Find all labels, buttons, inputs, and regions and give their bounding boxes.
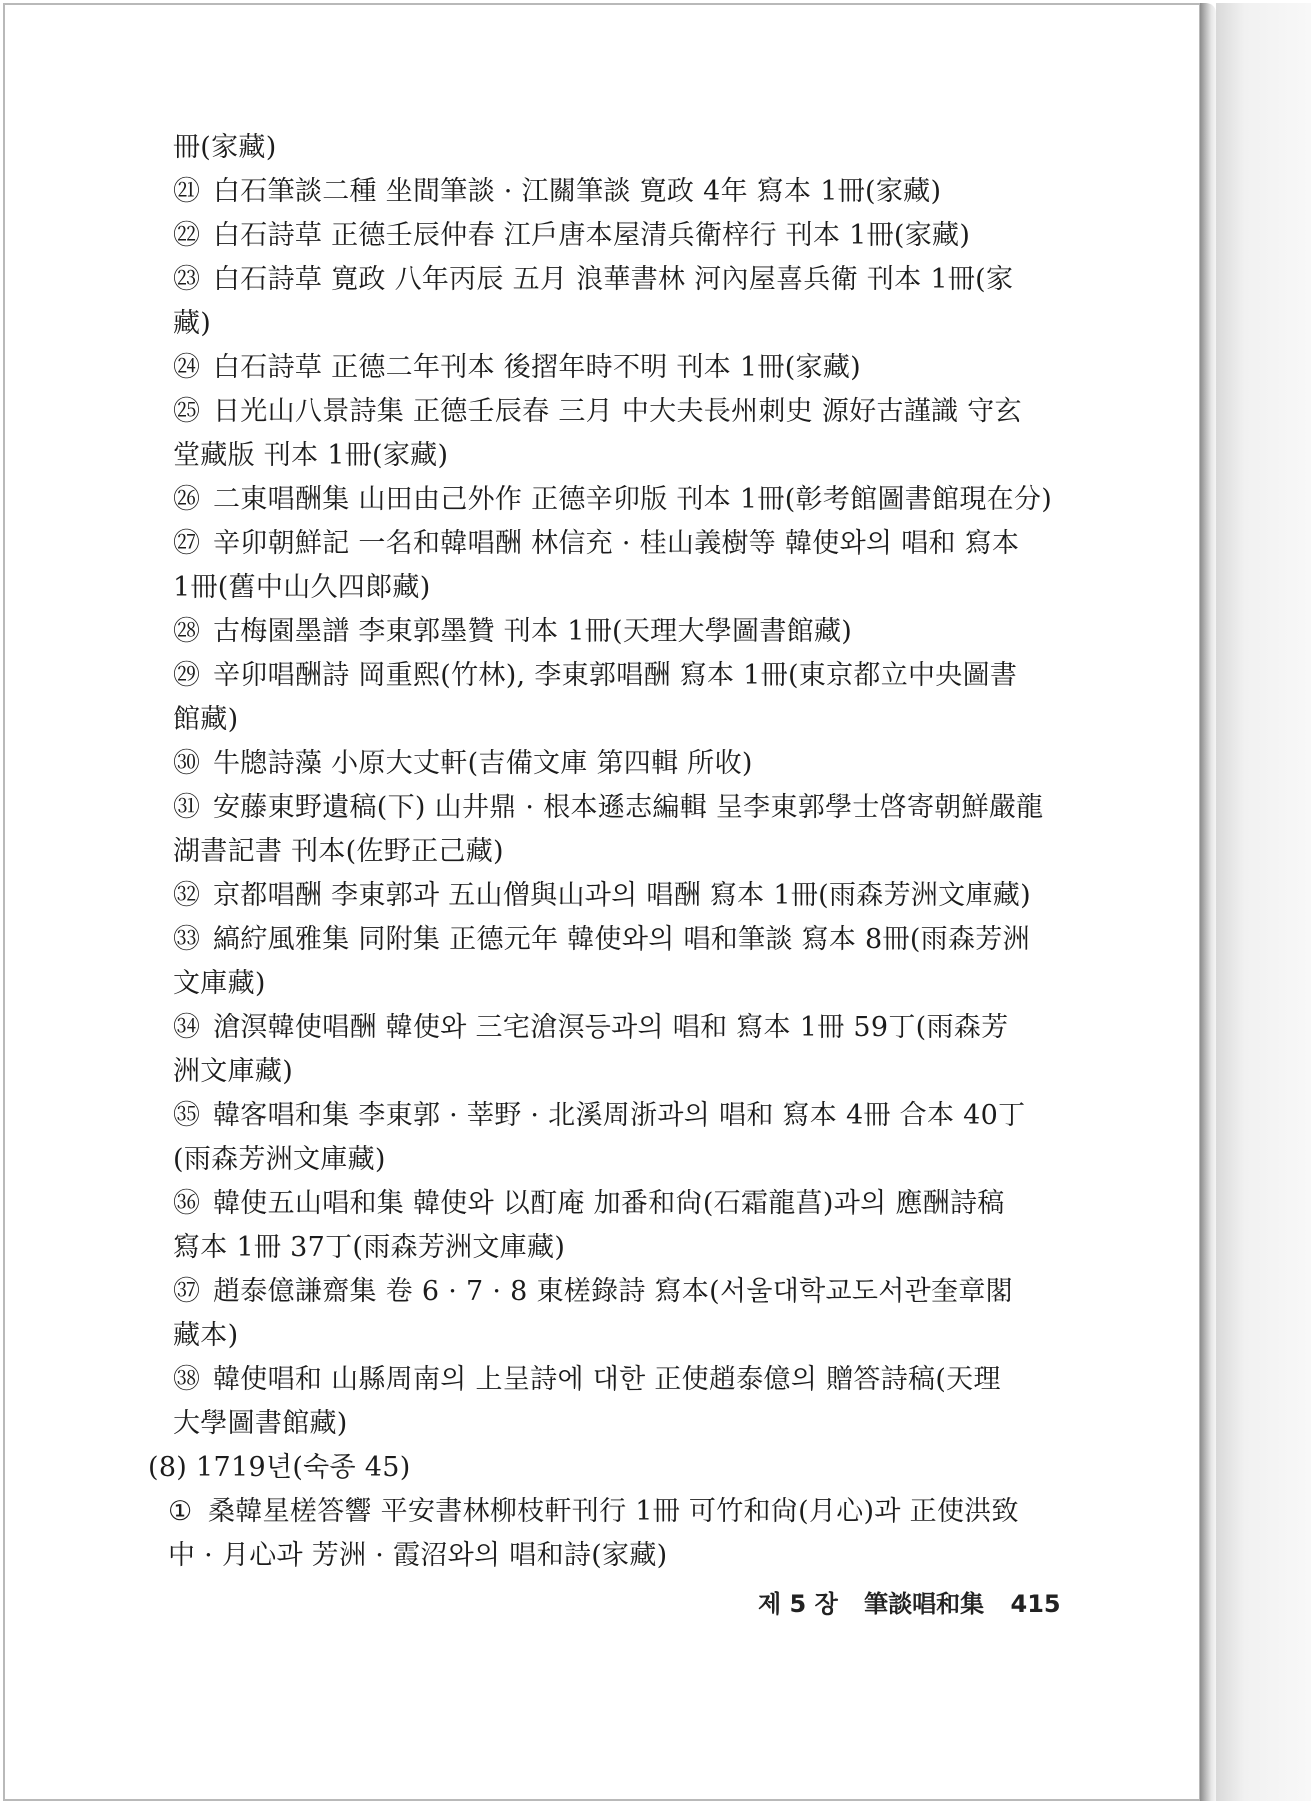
entry-text: 韓使五山唱和集 韓使와 以酊庵 加番和尙(石霜龍菖)과의 應酬詩稿 xyxy=(213,1188,1005,1219)
bibliography-entry xyxy=(0,522,1060,566)
entry-number: ㉟ xyxy=(173,1100,201,1131)
entry-text: 滄溟韓使唱酬 韓使와 三宅滄溟등과의 唱和 寫本 1冊 59丁(雨森芳 xyxy=(213,1012,1009,1043)
entry-number: ㊲ xyxy=(173,1276,201,1307)
entry-text: 辛卯朝鮮記 一名和韓唱酬 林信充 · 桂山義樹等 韓使와의 唱和 寫本 xyxy=(213,528,1020,559)
entry-number: ㉗ xyxy=(173,528,201,559)
page-curl-edge xyxy=(1200,3,1216,1801)
entry-number: ㉛ xyxy=(173,792,201,823)
running-footer xyxy=(740,1584,1061,1619)
entry-number: ㉚ xyxy=(173,748,201,779)
page-margin-shadow xyxy=(1216,3,1311,1801)
bibliography-entry xyxy=(0,610,1060,654)
bibliography-entry xyxy=(0,346,1060,390)
bibliography-entry xyxy=(0,786,1060,830)
entry-text: 韓使唱和 山縣周南의 上呈詩에 대한 正使趙泰億의 贈答詩稿(天理 xyxy=(213,1364,1001,1395)
entry-text: 辛卯唱酬詩 岡重熙(竹林), 李東郭唱酬 寫本 1冊(東京都立中央圖書 xyxy=(213,660,1018,691)
entry-text: (8) 1719년(숙종 45) xyxy=(148,1452,411,1483)
entry-text: 二東唱酬集 山田由己外作 正德辛卯版 刊本 1冊(彰考館圖書館現在分) xyxy=(213,484,1053,515)
entry-number: ㉞ xyxy=(173,1012,201,1043)
entry-number: ㉝ xyxy=(173,924,201,955)
bibliography-entry xyxy=(0,1490,1060,1534)
bibliography-entry xyxy=(0,1094,1060,1138)
bibliography-entry xyxy=(0,1358,1060,1402)
entry-continuation xyxy=(0,1226,1060,1270)
entry-text: 趙泰億謙齋集 卷 6 · 7 · 8 東槎錄詩 寫本(서울대학교도서관奎章閣 xyxy=(213,1276,1013,1307)
entry-text: 館藏) xyxy=(173,704,239,735)
bibliography-entry xyxy=(0,170,1060,214)
bibliography-entry xyxy=(0,258,1060,302)
entry-number: ㉕ xyxy=(173,396,201,427)
entry-continuation xyxy=(0,302,1060,346)
entry-number: ㊳ xyxy=(173,1364,201,1395)
entry-text: 文庫藏) xyxy=(173,968,266,999)
entry-number: ① xyxy=(168,1496,193,1527)
entry-text: 白石詩草 正德二年刊本 後摺年時不明 刊本 1冊(家藏) xyxy=(213,352,861,383)
entry-text: 1冊(舊中山久四郞藏) xyxy=(173,572,431,603)
entry-text: 湖書記書 刊本(佐野正己藏) xyxy=(173,836,504,867)
footer-chapter: 제 5 장 xyxy=(758,1590,838,1618)
entry-continuation xyxy=(0,830,1060,874)
section-heading xyxy=(0,1446,1060,1490)
entry-continuation xyxy=(0,1138,1060,1182)
entry-continuation xyxy=(0,126,1060,170)
entry-text: 中 · 月心과 芳洲 · 霞沼와의 唱和詩(家藏) xyxy=(168,1540,668,1571)
entry-text: (雨森芳洲文庫藏) xyxy=(173,1144,386,1175)
footer-title: 筆談唱和集 xyxy=(864,1590,985,1618)
entry-continuation xyxy=(0,1534,1060,1578)
entry-text: 白石筆談二種 坐間筆談 · 江關筆談 寛政 4年 寫本 1冊(家藏) xyxy=(213,176,942,207)
bibliography-entry xyxy=(0,742,1060,786)
entry-number: ㉓ xyxy=(173,264,201,295)
bibliography-entry xyxy=(0,654,1060,698)
bibliography-entry xyxy=(0,874,1060,918)
entry-text: 白石詩草 正德壬辰仲春 江戶唐本屋清兵衛梓行 刊本 1冊(家藏) xyxy=(213,220,971,251)
entry-text: 堂藏版 刊本 1冊(家藏) xyxy=(173,440,449,471)
entry-text: 古梅園墨譜 李東郭墨贊 刊本 1冊(天理大學圖書館藏) xyxy=(213,616,853,647)
entry-number: ㉙ xyxy=(173,660,201,691)
entry-continuation xyxy=(0,1050,1060,1094)
bibliography-entry xyxy=(0,390,1060,434)
entry-text: 藏本) xyxy=(173,1320,239,1351)
entry-text: 安藤東野遺稿(下) 山井鼎 · 根本遜志編輯 呈李東郭學士啓寄朝鮮嚴龍 xyxy=(213,792,1044,823)
entry-text: 冊(家藏) xyxy=(173,132,277,163)
bibliography-entry xyxy=(0,1006,1060,1050)
bibliography-entry xyxy=(0,214,1060,258)
entry-continuation xyxy=(0,962,1060,1006)
bibliography-entry xyxy=(0,918,1060,962)
entry-number: ㊱ xyxy=(173,1188,201,1219)
entry-text: 白石詩草 寛政 八年丙辰 五月 浪華書林 河內屋喜兵衛 刊本 1冊(家 xyxy=(213,264,1014,295)
entry-text: 縞紵風雅集 同附集 正德元年 韓使와의 唱和筆談 寫本 8冊(雨森芳洲 xyxy=(213,924,1030,955)
entry-text: 日光山八景詩集 正德壬辰春 三月 中大夫長州刺史 源好古謹識 守玄 xyxy=(213,396,1022,427)
entry-text: 京都唱酬 李東郭과 五山僧與山과의 唱酬 寫本 1冊(雨森芳洲文庫藏) xyxy=(213,880,1031,911)
entry-text: 洲文庫藏) xyxy=(173,1056,294,1087)
entry-text: 大學圖書館藏) xyxy=(173,1408,348,1439)
entry-text: 韓客唱和集 李東郭 · 莘野 · 北溪周浙과의 唱和 寫本 4冊 合本 40丁 xyxy=(213,1100,1026,1131)
entry-continuation xyxy=(0,434,1060,478)
entry-number: ㉔ xyxy=(173,352,201,383)
entry-number: ㉒ xyxy=(173,220,201,251)
footer-page-number: 415 xyxy=(1010,1590,1061,1618)
entry-text: 藏) xyxy=(173,308,212,339)
bibliography-list xyxy=(0,126,1060,1578)
entry-continuation xyxy=(0,698,1060,742)
entry-continuation xyxy=(0,1402,1060,1446)
entry-number: ㉖ xyxy=(173,484,201,515)
entry-text: 牛牕詩藻 小原大丈軒(吉備文庫 第四輯 所收) xyxy=(213,748,753,779)
entry-continuation xyxy=(0,566,1060,610)
bibliography-entry xyxy=(0,478,1060,522)
entry-continuation xyxy=(0,1314,1060,1358)
entry-number: ㉘ xyxy=(173,616,201,647)
entry-text: 桑韓星槎答響 平安書林柳枝軒刊行 1冊 可竹和尙(月心)과 正使洪致 xyxy=(208,1496,1019,1527)
entry-number: ㉜ xyxy=(173,880,201,911)
bibliography-entry xyxy=(0,1182,1060,1226)
entry-text: 寫本 1冊 37丁(雨森芳洲文庫藏) xyxy=(173,1232,566,1263)
bibliography-entry xyxy=(0,1270,1060,1314)
entry-number: ㉑ xyxy=(173,176,201,207)
